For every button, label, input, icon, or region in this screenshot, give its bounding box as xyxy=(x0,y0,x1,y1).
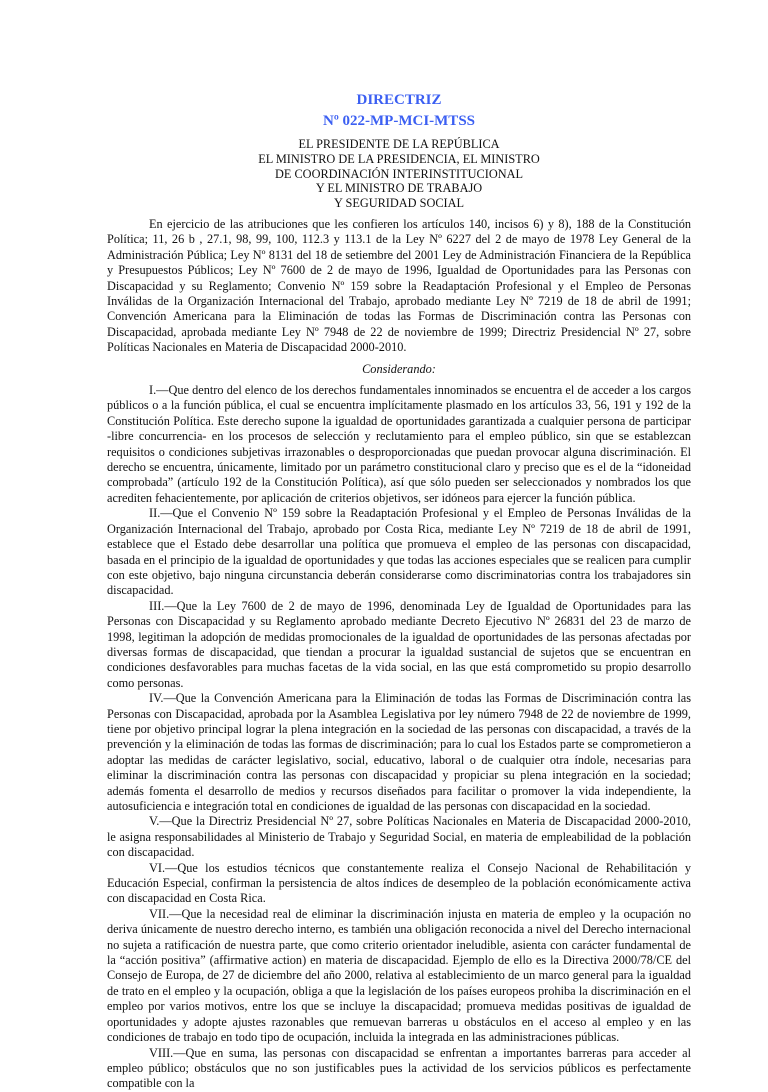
preamble-paragraph: En ejercicio de las atribuciones que les confieren los artículos 140, incisos 6) y 8), 188 de la Constitución Política; 11, 26 b , 27.1, 98, 99, 100, 112.3 y 113.1 de la Ley Nº 6227 del 2 de mayo de 1978 Ley General de la Administración Pública; Ley Nº 8131 del 18 de setiembre del 2001 Ley de Administración Financiera de la República y Presupuestos Públicos; Ley Nº 7600 de 2 de mayo de 1996, Igualdad de Oportunidades para las Personas con Discapacidad y su Reglamento; Convenio Nº 159 sobre la Readaptación Profesional y el Empleo de Personas Inválidas de la Organización Internacional del Trabajo, aprobado mediante Ley Nº 7219 de 18 de abril de 1991; Convención Americana para la Eliminación de todas las Formas de Discriminación contra las Personas con Discapacidad, aprobada mediante Ley Nº 7948 de 22 de noviembre de 1999; Directriz Presidencial Nº 27, sobre Políticas Nacionales en Materia de Discapacidad 2000-2010. xyxy=(107,216,691,355)
issuer-line: EL MINISTRO DE LA PRESIDENCIA, EL MINISTRO xyxy=(258,151,540,166)
issuer-line: Y SEGURIDAD SOCIAL xyxy=(333,196,465,211)
considerando-paragraph: V.—Que la Directriz Presidencial Nº 27, sobre Políticas Nacionales en Materia de Discapacidad 2000-2010, le asigna responsabilidades al Ministerio de Trabajo y Seguridad Social, en materia de empleabilidad de la población con discapacidad. xyxy=(107,814,691,860)
considerando-paragraph: I.—Que dentro del elenco de los derechos fundamentales innominados se encuentra el de acceder a los cargos públicos o a la función pública, el cual se encuentra implícitamente plasmado en los artículos 33, 56, 191 y 192 de la Constitución Política. Este derecho supone la igualdad de oportunidades garantizada a cualquier persona de participar -libre concurrencia- en los procesos de selección y reclutamiento para el empleo público, sin que se establezcan requisitos o condiciones subjetivas irrazonables o desproporcionadas que puedan provocar alguna discriminación. El derecho se encuentra, únicamente, limitado por un parámetro constitucional claro y preciso que es el de la “idoneidad comprobada” (artículo 192 de la Constitución Política), así que sólo pueden ser seleccionados y nombrados los que acrediten fehacientemente, por aplicación de criterios objetivos, ser idóneos para ejercer la función pública. xyxy=(107,383,691,505)
issuer-line: EL PRESIDENTE DE LA REPÚBLICA xyxy=(298,137,500,151)
considerando-paragraph: II.—Que el Convenio Nº 159 sobre la Readaptación Profesional y el Empleo de Personas Inválidas de la Organización Internacional del Trabajo, aprobado por Costa Rica, mediante Ley Nº 7219 de 18 de abril de 1991, establece que el Estado debe desarrollar una política que promueva el empleo de las personas con discapacidad, basada en el principio de la igualdad de oportunidades y que todas las acciones especiales que se realicen para cumplir con este objetivo, bajo ninguna circunstancia deberán considerarse como discriminatorias contra los trabajadores sin discapacidad. xyxy=(107,506,691,598)
considerando-paragraph: III.—Que la Ley 7600 de 2 de mayo de 1996, denominada Ley de Igualdad de Oportunidades para las Personas con Discapacidad y su Reglamento aprobado mediante Decreto Ejecutivo Nº 26831 del 23 de marzo de 1998, legitiman la adopción de medidas promocionales de la igualdad de oportunidades de las personas afectadas por diversas formas de discapacidad, que tiendan a procurar la igualdad sustancial de sujetos que se encuentran en condiciones desfavorables para muchas facetas de la vida social, en las que está comprometido su propio desarrollo como personas. xyxy=(107,598,691,690)
document-page xyxy=(107,90,691,1092)
issuer-line: DE COORDINACIÓN INTERINSTITUCIONAL xyxy=(275,166,523,181)
issuers-header xyxy=(107,137,691,211)
issuer-line: Y EL MINISTRO DE TRABAJO xyxy=(315,181,483,196)
considerando-heading: Considerando: xyxy=(362,361,436,376)
directive-title: DIRECTRIZ xyxy=(356,92,442,108)
considerando-paragraph: VIII.—Que en suma, las personas con discapacidad se enfrentan a importantes barreras para acceder al empleo público; obstáculos que no son justificables pues la actividad de los servicios públicos es perfectamente compatible con la xyxy=(107,1045,691,1091)
considerando-paragraph: VII.—Que la necesidad real de eliminar la discriminación injusta en materia de empleo y la ocupación no deriva únicamente de nuestro derecho interno, es también una obligación reconocida a nivel del Derecho internacional no sujeta a ratificación de nuestra parte, que como criterio orientador ineludible, asienta con carácter fundamental de la “acción positiva” (affirmative action) en materia de discapacidad. Ejemplo de ello es la Directiva 2000/78/CE del Consejo de Europa, de 27 de diciembre del año 2000, relativa al establecimiento de un marco general para la igualdad de trato en el empleo y la ocupación, obliga a que la legislación de los países europeos prohiba la discriminación en el empleo por varios motivos, entre los que se incluye la discapacidad; promueva medidas positivas de igualdad de oportunidades y adopte ajustes razonables que remuevan barreras u obstáculos en el acceso al empleo y en las condiciones de trabajo en todo tipo de ocupación, incluida la integrada en las administraciones públicas. xyxy=(107,906,691,1045)
considerando-paragraph: VI.—Que los estudios técnicos que constantemente realiza el Consejo Nacional de Rehabilitación y Educación Especial, confirman la persistencia de altos índices de desempleo de la población económicamente activa con discapacidad en Costa Rica. xyxy=(107,860,691,906)
considerando-paragraph: IV.—Que la Convención Americana para la Eliminación de todas las Formas de Discriminación contra las Personas con Discapacidad, aprobada por la Asamblea Legislativa por ley número 7948 de 22 de noviembre de 1999, tiene por objetivo principal lograr la plena integración en la sociedad de las personas con discapacidad, a través de la prevención y la eliminación de todas las formas de discriminación; para lo cual los Estados parte se comprometieron a adoptar las medidas de carácter legislativo, social, educativo, laboral o de cualquier otra índole, necesarias para eliminar la discriminación contra las personas con discapacidad y propiciar su plena integración en la sociedad; además fomenta el desarrollo de medios y recursos diseñados para facilitar o promover la vida independiente, la autosuficiencia e integración total en condiciones de igualdad de las personas con discapacidad en la sociedad. xyxy=(107,691,691,814)
directive-number: Nº 022-MP-MCI-MTSS xyxy=(322,113,475,129)
